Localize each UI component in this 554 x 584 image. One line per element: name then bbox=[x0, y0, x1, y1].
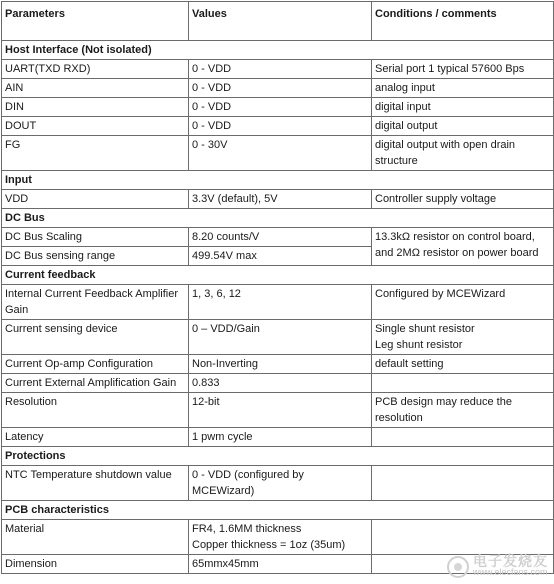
comment-cell: Configured by MCEWizard bbox=[372, 285, 554, 320]
param-cell: Dimension bbox=[2, 555, 189, 574]
value-cell: 65mmx45mm bbox=[189, 555, 372, 574]
value-cell: 8.20 counts/V bbox=[189, 228, 372, 247]
param-cell: DIN bbox=[2, 98, 189, 117]
header-row bbox=[2, 2, 554, 41]
elecfans-logo-icon bbox=[447, 556, 469, 578]
param-cell: Latency bbox=[2, 428, 189, 447]
param-cell: Current sensing device bbox=[2, 320, 189, 355]
value-cell: 0.833 bbox=[189, 374, 372, 393]
table-row bbox=[2, 285, 554, 320]
value-cell: 0 – VDD/Gain bbox=[189, 320, 372, 355]
param-cell: DC Bus sensing range bbox=[2, 247, 189, 266]
section-current: Current feedback bbox=[2, 266, 554, 285]
value-cell: 0 - VDD bbox=[189, 98, 372, 117]
comment-cell bbox=[372, 428, 554, 447]
section-protections: Protections bbox=[2, 447, 554, 466]
param-cell: Resolution bbox=[2, 393, 189, 428]
comment-line: Leg shunt resistor bbox=[375, 339, 463, 351]
value-cell: 499.54V max bbox=[189, 247, 372, 266]
comment-cell: analog input bbox=[372, 79, 554, 98]
table-row bbox=[2, 190, 554, 209]
param-cell: VDD bbox=[2, 190, 189, 209]
value-cell bbox=[189, 520, 372, 555]
table-row bbox=[2, 136, 554, 171]
value-cell: 0 - VDD bbox=[189, 117, 372, 136]
table-row bbox=[2, 98, 554, 117]
value-cell: 1 pwm cycle bbox=[189, 428, 372, 447]
section-row bbox=[2, 171, 554, 190]
comment-cell bbox=[372, 466, 554, 501]
value-cell: 12-bit bbox=[189, 393, 372, 428]
header-conditions: Conditions / comments bbox=[372, 2, 554, 41]
section-pcb: PCB characteristics bbox=[2, 501, 554, 520]
watermark-text bbox=[473, 553, 548, 578]
comment-cell: digital output bbox=[372, 117, 554, 136]
watermark-cn: 电子发烧友 bbox=[473, 553, 548, 569]
header-parameters: Parameters bbox=[2, 2, 189, 41]
comment-cell: Controller supply voltage bbox=[372, 190, 554, 209]
param-cell: Current External Amplification Gain bbox=[2, 374, 189, 393]
table-row bbox=[2, 374, 554, 393]
comment-cell bbox=[372, 520, 554, 555]
table-row bbox=[2, 355, 554, 374]
table-row bbox=[2, 79, 554, 98]
section-row bbox=[2, 41, 554, 60]
comment-cell: default setting bbox=[372, 355, 554, 374]
param-cell: Internal Current Feedback Amplifier Gain bbox=[2, 285, 189, 320]
comment-cell: digital input bbox=[372, 98, 554, 117]
param-cell: FG bbox=[2, 136, 189, 171]
watermark-url: www.elecfans.com bbox=[473, 567, 548, 577]
comment-cell: digital output with open drain structure bbox=[372, 136, 554, 171]
param-cell: DOUT bbox=[2, 117, 189, 136]
section-input: Input bbox=[2, 171, 554, 190]
value-cell: 0 - 30V bbox=[189, 136, 372, 171]
section-row bbox=[2, 447, 554, 466]
value-cell: 0 - VDD (configured by MCEWizard) bbox=[189, 466, 372, 501]
section-host: Host Interface (Not isolated) bbox=[2, 41, 554, 60]
header-values: Values bbox=[189, 2, 372, 41]
comment-cell bbox=[372, 320, 554, 355]
section-row bbox=[2, 209, 554, 228]
param-cell: AIN bbox=[2, 79, 189, 98]
param-cell: UART(TXD RXD) bbox=[2, 60, 189, 79]
section-dcbus: DC Bus bbox=[2, 209, 554, 228]
table-row bbox=[2, 520, 554, 555]
table-row bbox=[2, 117, 554, 136]
value-cell: 1, 3, 6, 12 bbox=[189, 285, 372, 320]
comment-cell: PCB design may reduce the resolution bbox=[372, 393, 554, 428]
comment-cell: Serial port 1 typical 57600 Bps bbox=[372, 60, 554, 79]
value-cell: 3.3V (default), 5V bbox=[189, 190, 372, 209]
table-row bbox=[2, 228, 554, 247]
param-cell: NTC Temperature shutdown value bbox=[2, 466, 189, 501]
param-cell: Material bbox=[2, 520, 189, 555]
value-line: FR4, 1.6MM thickness bbox=[192, 523, 302, 535]
param-cell: Current Op-amp Configuration bbox=[2, 355, 189, 374]
value-cell: Non-Inverting bbox=[189, 355, 372, 374]
value-line: Copper thickness = 1oz (35um) bbox=[192, 539, 346, 551]
comment-cell bbox=[372, 374, 554, 393]
section-row bbox=[2, 501, 554, 520]
table-row bbox=[2, 428, 554, 447]
table-row bbox=[2, 393, 554, 428]
spec-table bbox=[1, 1, 554, 574]
table-row bbox=[2, 60, 554, 79]
param-cell: DC Bus Scaling bbox=[2, 228, 189, 247]
table-row bbox=[2, 320, 554, 355]
comment-cell: 13.3kΩ resistor on control board, and 2MΩ resistor on power board bbox=[372, 228, 554, 266]
watermark bbox=[447, 553, 548, 578]
table-row bbox=[2, 466, 554, 501]
section-row bbox=[2, 266, 554, 285]
comment-line: Single shunt resistor bbox=[375, 323, 475, 335]
value-cell: 0 - VDD bbox=[189, 60, 372, 79]
value-cell: 0 - VDD bbox=[189, 79, 372, 98]
